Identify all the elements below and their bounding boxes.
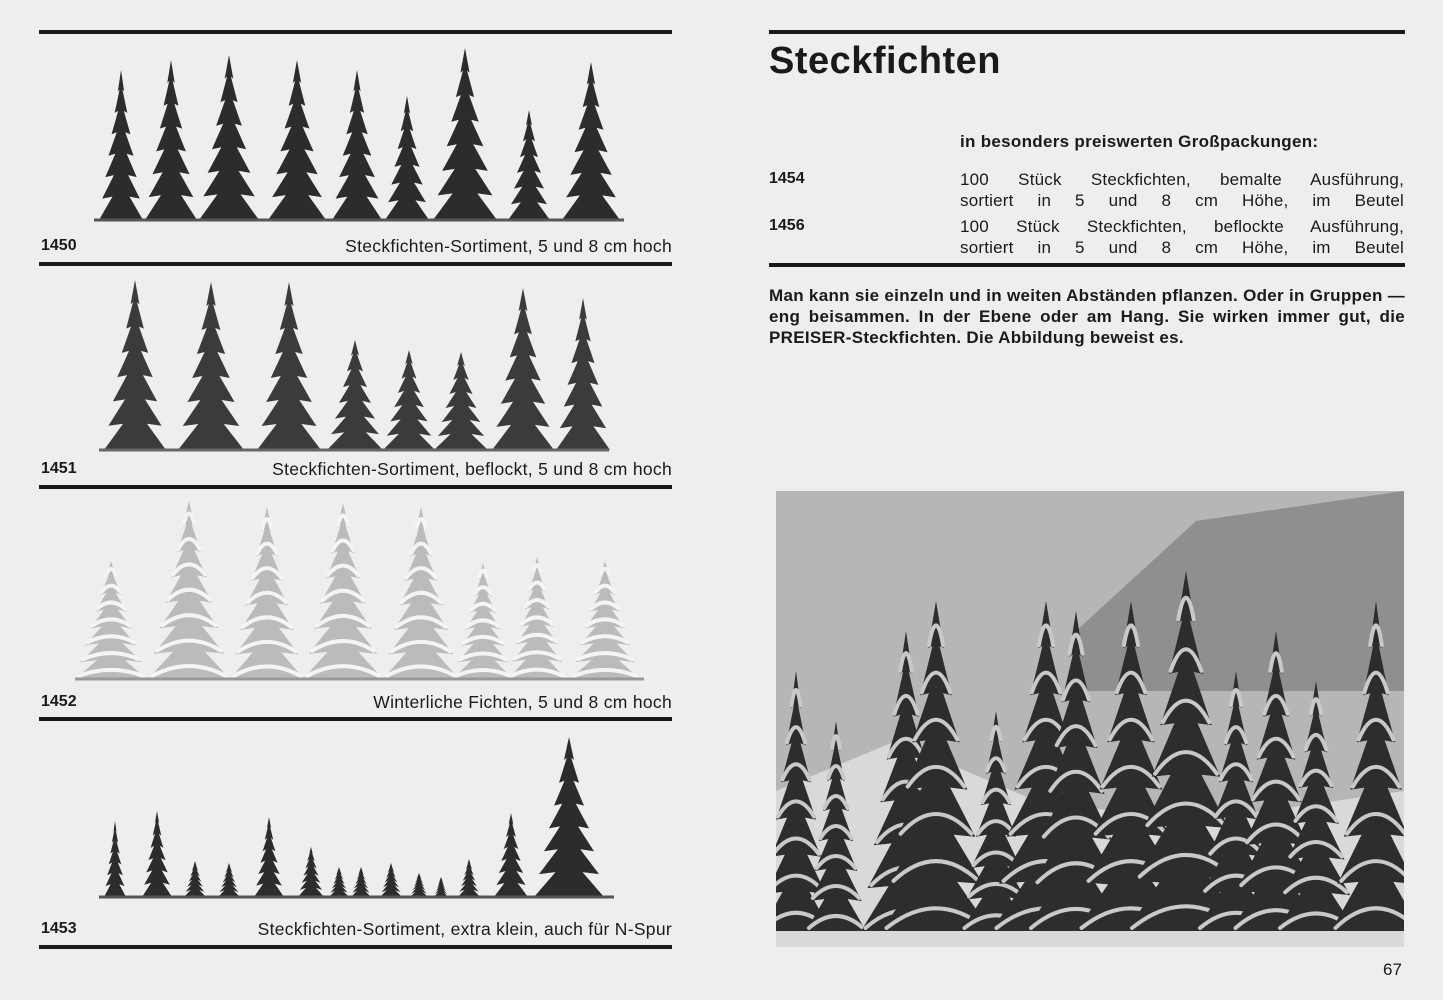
spruce-tree-icon: [380, 863, 402, 897]
divider-rule: [769, 263, 1405, 267]
item-caption: Winterliche Fichten, 5 und 8 cm hoch: [373, 692, 672, 712]
spruce-tree-icon: [383, 350, 435, 450]
spruce-tree-icon: [434, 352, 488, 450]
body-paragraph: Man kann sie einzeln und in weiten Abständen pflanzen. Oder in Gruppen — eng beisammen. In der Ebene oder am Hang. Sie wirken immer gut, die PREISER-Steckfichten. Die Abbildung beweist es.: [769, 286, 1405, 347]
spruce-tree-icon: [142, 811, 172, 897]
spruce-tree-icon: [494, 813, 528, 897]
trees-illustration-painted: [39, 40, 672, 230]
article-line: 100 Stück Steckfichten, beflockte Ausführung,: [960, 217, 1404, 236]
spruce-tree-icon: [351, 867, 371, 897]
packaging-subtitle: in besonders preiswerten Großpackungen:: [960, 132, 1319, 151]
top-rule-left: [39, 30, 672, 34]
spruce-tree-icon: [178, 282, 244, 450]
trees-panel-1450: [39, 40, 672, 230]
spruce-tree-icon: [184, 861, 206, 897]
spruce-tree-icon: [199, 55, 259, 220]
spruce-tree-icon: [254, 817, 284, 897]
spruce-tree-icon: [556, 298, 610, 450]
snowy-spruce-icon: [383, 507, 459, 679]
spruce-tree-icon: [104, 280, 166, 450]
spruce-tree-icon: [410, 873, 428, 897]
divider-rule: [39, 485, 672, 489]
item-number: 1451: [41, 460, 77, 477]
spruce-tree-icon: [145, 60, 197, 220]
snowy-spruce-icon: [570, 561, 640, 679]
spruce-tree-icon: [385, 96, 429, 220]
trees-illustration-small: [39, 727, 672, 907]
article-description: [960, 169, 1404, 211]
article-number: 1456: [769, 217, 805, 234]
item-caption: Steckfichten-Sortiment, beflockt, 5 und 8 cm hoch: [272, 459, 672, 479]
spruce-tree-icon: [327, 340, 383, 450]
snowy-spruce-icon: [303, 503, 383, 679]
spruce-tree-icon: [492, 288, 554, 450]
article-line: sortiert in 5 und 8 cm Höhe, im Beutel: [960, 238, 1404, 257]
divider-rule: [39, 717, 672, 721]
article-line: sortiert in 5 und 8 cm Höhe, im Beutel: [960, 191, 1404, 210]
trees-panel-1453: [39, 727, 672, 907]
item-number: 1450: [41, 237, 77, 254]
trees-panel-1451: [39, 272, 672, 454]
spruce-tree-icon: [218, 863, 240, 897]
spruce-tree-icon: [298, 847, 324, 897]
snowy-spruce-icon: [148, 501, 230, 679]
top-rule-right: [769, 30, 1405, 34]
page-title: Steckfichten: [769, 40, 1001, 82]
spruce-tree-icon: [104, 821, 126, 897]
trees-illustration-flocked: [39, 272, 672, 454]
snowy-spruce-icon: [508, 557, 566, 679]
snowy-spruce-icon: [230, 507, 304, 679]
article-line: 100 Stück Steckfichten, bemalte Ausführung,: [960, 170, 1404, 189]
divider-rule: [39, 262, 672, 266]
spruce-tree-icon: [257, 282, 321, 450]
item-caption: Steckfichten-Sortiment, 5 und 8 cm hoch: [345, 236, 672, 256]
spruce-tree-icon: [434, 877, 448, 897]
trees-illustration-snowy: [39, 495, 672, 685]
article-number: 1454: [769, 170, 805, 187]
trees-panel-1452: [39, 495, 672, 685]
spruce-tree-icon: [562, 62, 620, 220]
snowy-forest-image: [776, 491, 1404, 947]
page-number: 67: [1383, 960, 1402, 979]
spruce-tree-icon: [332, 70, 382, 220]
item-number: 1452: [41, 693, 77, 710]
item-number: 1453: [41, 920, 77, 937]
forest-photo: [776, 491, 1404, 947]
spruce-tree-icon: [534, 737, 604, 897]
item-caption: Steckfichten-Sortiment, extra klein, auch für N-Spur: [257, 919, 672, 939]
bottom-rule-left: [39, 945, 672, 949]
spruce-tree-icon: [433, 48, 497, 220]
spruce-tree-icon: [268, 60, 326, 220]
snowy-spruce-icon: [75, 561, 147, 679]
spruce-tree-icon: [329, 867, 349, 897]
article-description: [960, 216, 1404, 258]
spruce-tree-icon: [99, 70, 143, 220]
spruce-tree-icon: [508, 110, 550, 220]
spruce-tree-icon: [458, 859, 480, 897]
snowy-spruce-icon: [453, 563, 513, 679]
